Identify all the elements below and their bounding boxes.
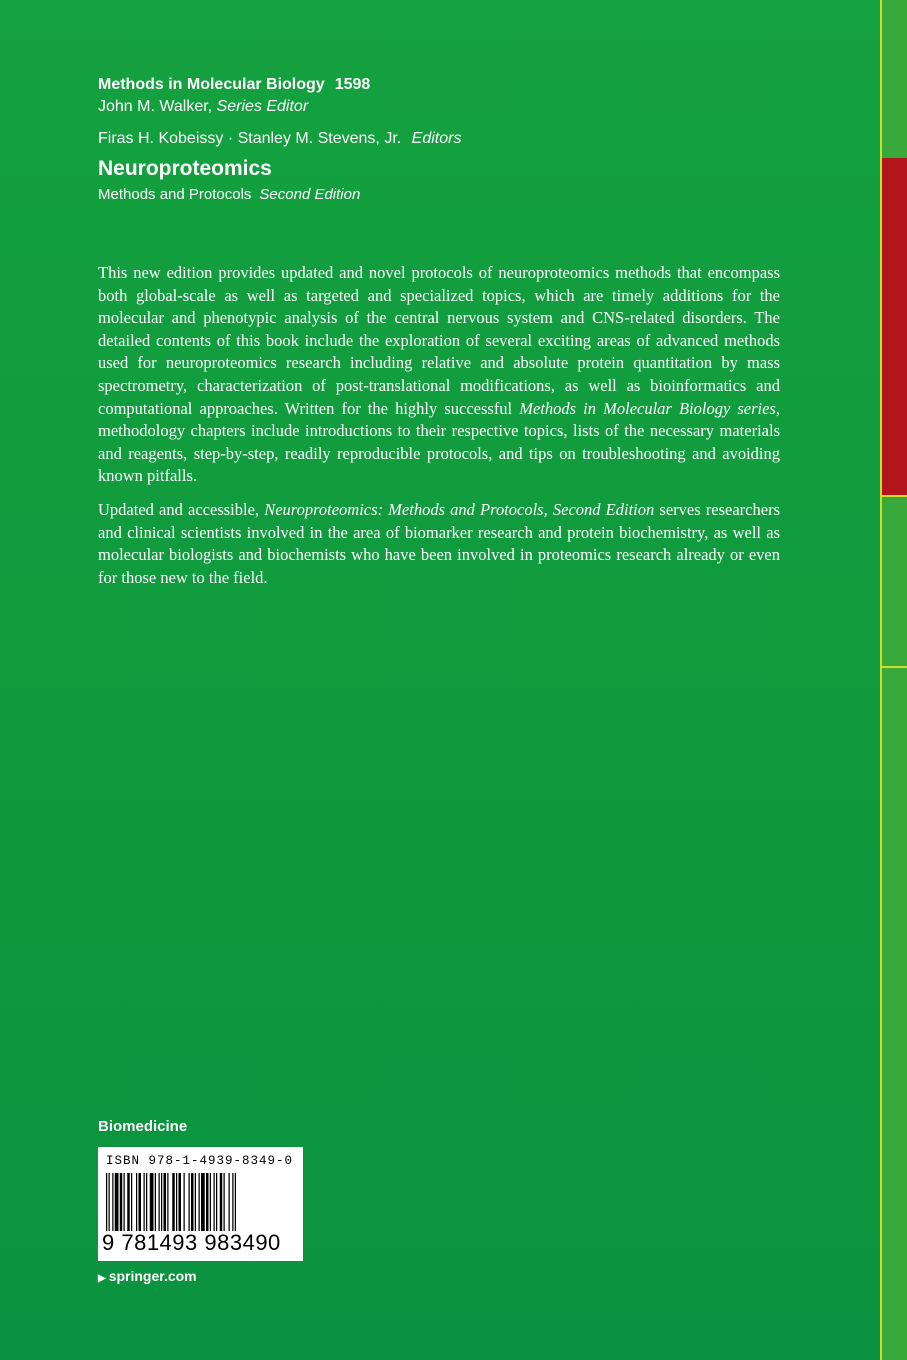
barcode-bar bbox=[127, 1173, 130, 1231]
barcode-bar bbox=[109, 1173, 110, 1231]
spine-tick-lower bbox=[882, 666, 907, 668]
series-editor-role: Series Editor bbox=[216, 98, 309, 115]
barcode-bar bbox=[131, 1173, 132, 1231]
p1-text-b: , methodology chapters include introductions to their respective topics, lists of the necessary materials and reagents, step-by-step, readily reproducible protocols, and tips on troubleshooting and avoiding known pitfalls. bbox=[98, 398, 780, 486]
barcode-bar bbox=[150, 1173, 154, 1231]
book-subtitle-line bbox=[98, 184, 798, 206]
barcode-bar bbox=[176, 1173, 177, 1231]
barcode-bar bbox=[155, 1173, 156, 1231]
p1-italic: Methods in Molecular Biology series bbox=[519, 398, 776, 418]
header-block bbox=[98, 74, 798, 206]
description-paragraph-2 bbox=[98, 499, 780, 589]
barcode-bar bbox=[172, 1173, 175, 1231]
barcode-bar bbox=[146, 1173, 147, 1231]
editor-names: Firas H. Kobeissy · Stanley M. Stevens, Jr. bbox=[98, 130, 402, 147]
spine-tick-upper bbox=[882, 495, 907, 497]
barcode-bar bbox=[167, 1173, 168, 1231]
barcode-bar bbox=[144, 1173, 145, 1231]
barcode bbox=[98, 1147, 303, 1261]
barcode-bar bbox=[189, 1173, 190, 1231]
barcode-bar bbox=[164, 1173, 167, 1231]
barcode-bar bbox=[124, 1173, 125, 1231]
p2-italic: Neuroproteomics: Methods and Protocols, Second Edition bbox=[264, 499, 655, 519]
book-edition: Second Edition bbox=[259, 186, 361, 203]
isbn-label: ISBN 978-1-4939-8349-0 bbox=[106, 1154, 294, 1168]
barcode-bar bbox=[115, 1173, 119, 1231]
barcode-bar bbox=[199, 1173, 200, 1231]
publisher-url: springer.com bbox=[108, 1268, 197, 1284]
barcode-bar bbox=[232, 1173, 233, 1231]
book-subtitle: Methods and Protocols bbox=[98, 186, 252, 203]
barcode-bar bbox=[184, 1173, 185, 1231]
p1-text-a: This new edition provides updated and novel protocols of neuroproteomics methods that encompass both global-scale as well as targeted and specialized topics, which are timely additions for the molecular and phenotypic analysis of the central nervous system and CNS-related disorders. The detailed contents of this book include the exploration of several exciting areas of advanced methods used for neuroproteomics research including relative and absolute protein quantitation by mass spectrometry, characterization of post-translational modifications, as well as bioinformatics and computational approaches. Written for the highly successful bbox=[98, 263, 780, 418]
barcode-bar bbox=[136, 1173, 137, 1231]
series-editor-name: John M. Walker, bbox=[98, 98, 213, 115]
series-number: 1598 bbox=[334, 76, 371, 93]
arrow-right-icon: ▶ bbox=[98, 1273, 106, 1284]
barcode-bar bbox=[210, 1173, 211, 1231]
series-title: Methods in Molecular Biology bbox=[98, 76, 325, 93]
spine-red-band bbox=[882, 158, 907, 495]
p2-text-a: Updated and accessible, bbox=[98, 499, 265, 519]
barcode-bar bbox=[220, 1173, 223, 1231]
description bbox=[98, 262, 780, 600]
series-editor bbox=[98, 96, 798, 118]
barcode-bar bbox=[214, 1173, 215, 1231]
barcode-bar bbox=[216, 1173, 217, 1231]
barcode-bar bbox=[235, 1173, 236, 1231]
barcode-bar bbox=[191, 1173, 194, 1231]
barcode-digits: 9 781493 983490 bbox=[102, 1230, 281, 1255]
barcode-bar bbox=[206, 1173, 209, 1231]
book-editors bbox=[98, 128, 798, 150]
category-label: Biomedicine bbox=[98, 1118, 188, 1135]
barcode-bar bbox=[229, 1173, 230, 1231]
description-paragraph-1 bbox=[98, 262, 780, 488]
book-title: Neuroproteomics bbox=[98, 157, 272, 180]
barcode-bar bbox=[159, 1173, 160, 1231]
barcode-bar bbox=[179, 1173, 182, 1231]
barcode-bars bbox=[106, 1173, 295, 1231]
p2-text-b: serves researchers and clinical scientists involved in the area of biomarker research and protein biochemistry, as well as molecular biologists and biochemists who have been involved in proteomics research already or even for those new to the field. bbox=[98, 499, 780, 587]
barcode-bar bbox=[195, 1173, 196, 1231]
barcode-bar bbox=[112, 1173, 113, 1231]
barcode-bar bbox=[139, 1173, 142, 1231]
barcode-bar bbox=[161, 1173, 162, 1231]
barcode-bar bbox=[120, 1173, 123, 1231]
editors-role: Editors bbox=[411, 130, 462, 147]
barcode-bar bbox=[224, 1173, 225, 1231]
series-line bbox=[98, 74, 798, 96]
barcode-bar bbox=[106, 1173, 107, 1231]
barcode-bar bbox=[201, 1173, 205, 1231]
publisher-link[interactable] bbox=[98, 1268, 197, 1284]
